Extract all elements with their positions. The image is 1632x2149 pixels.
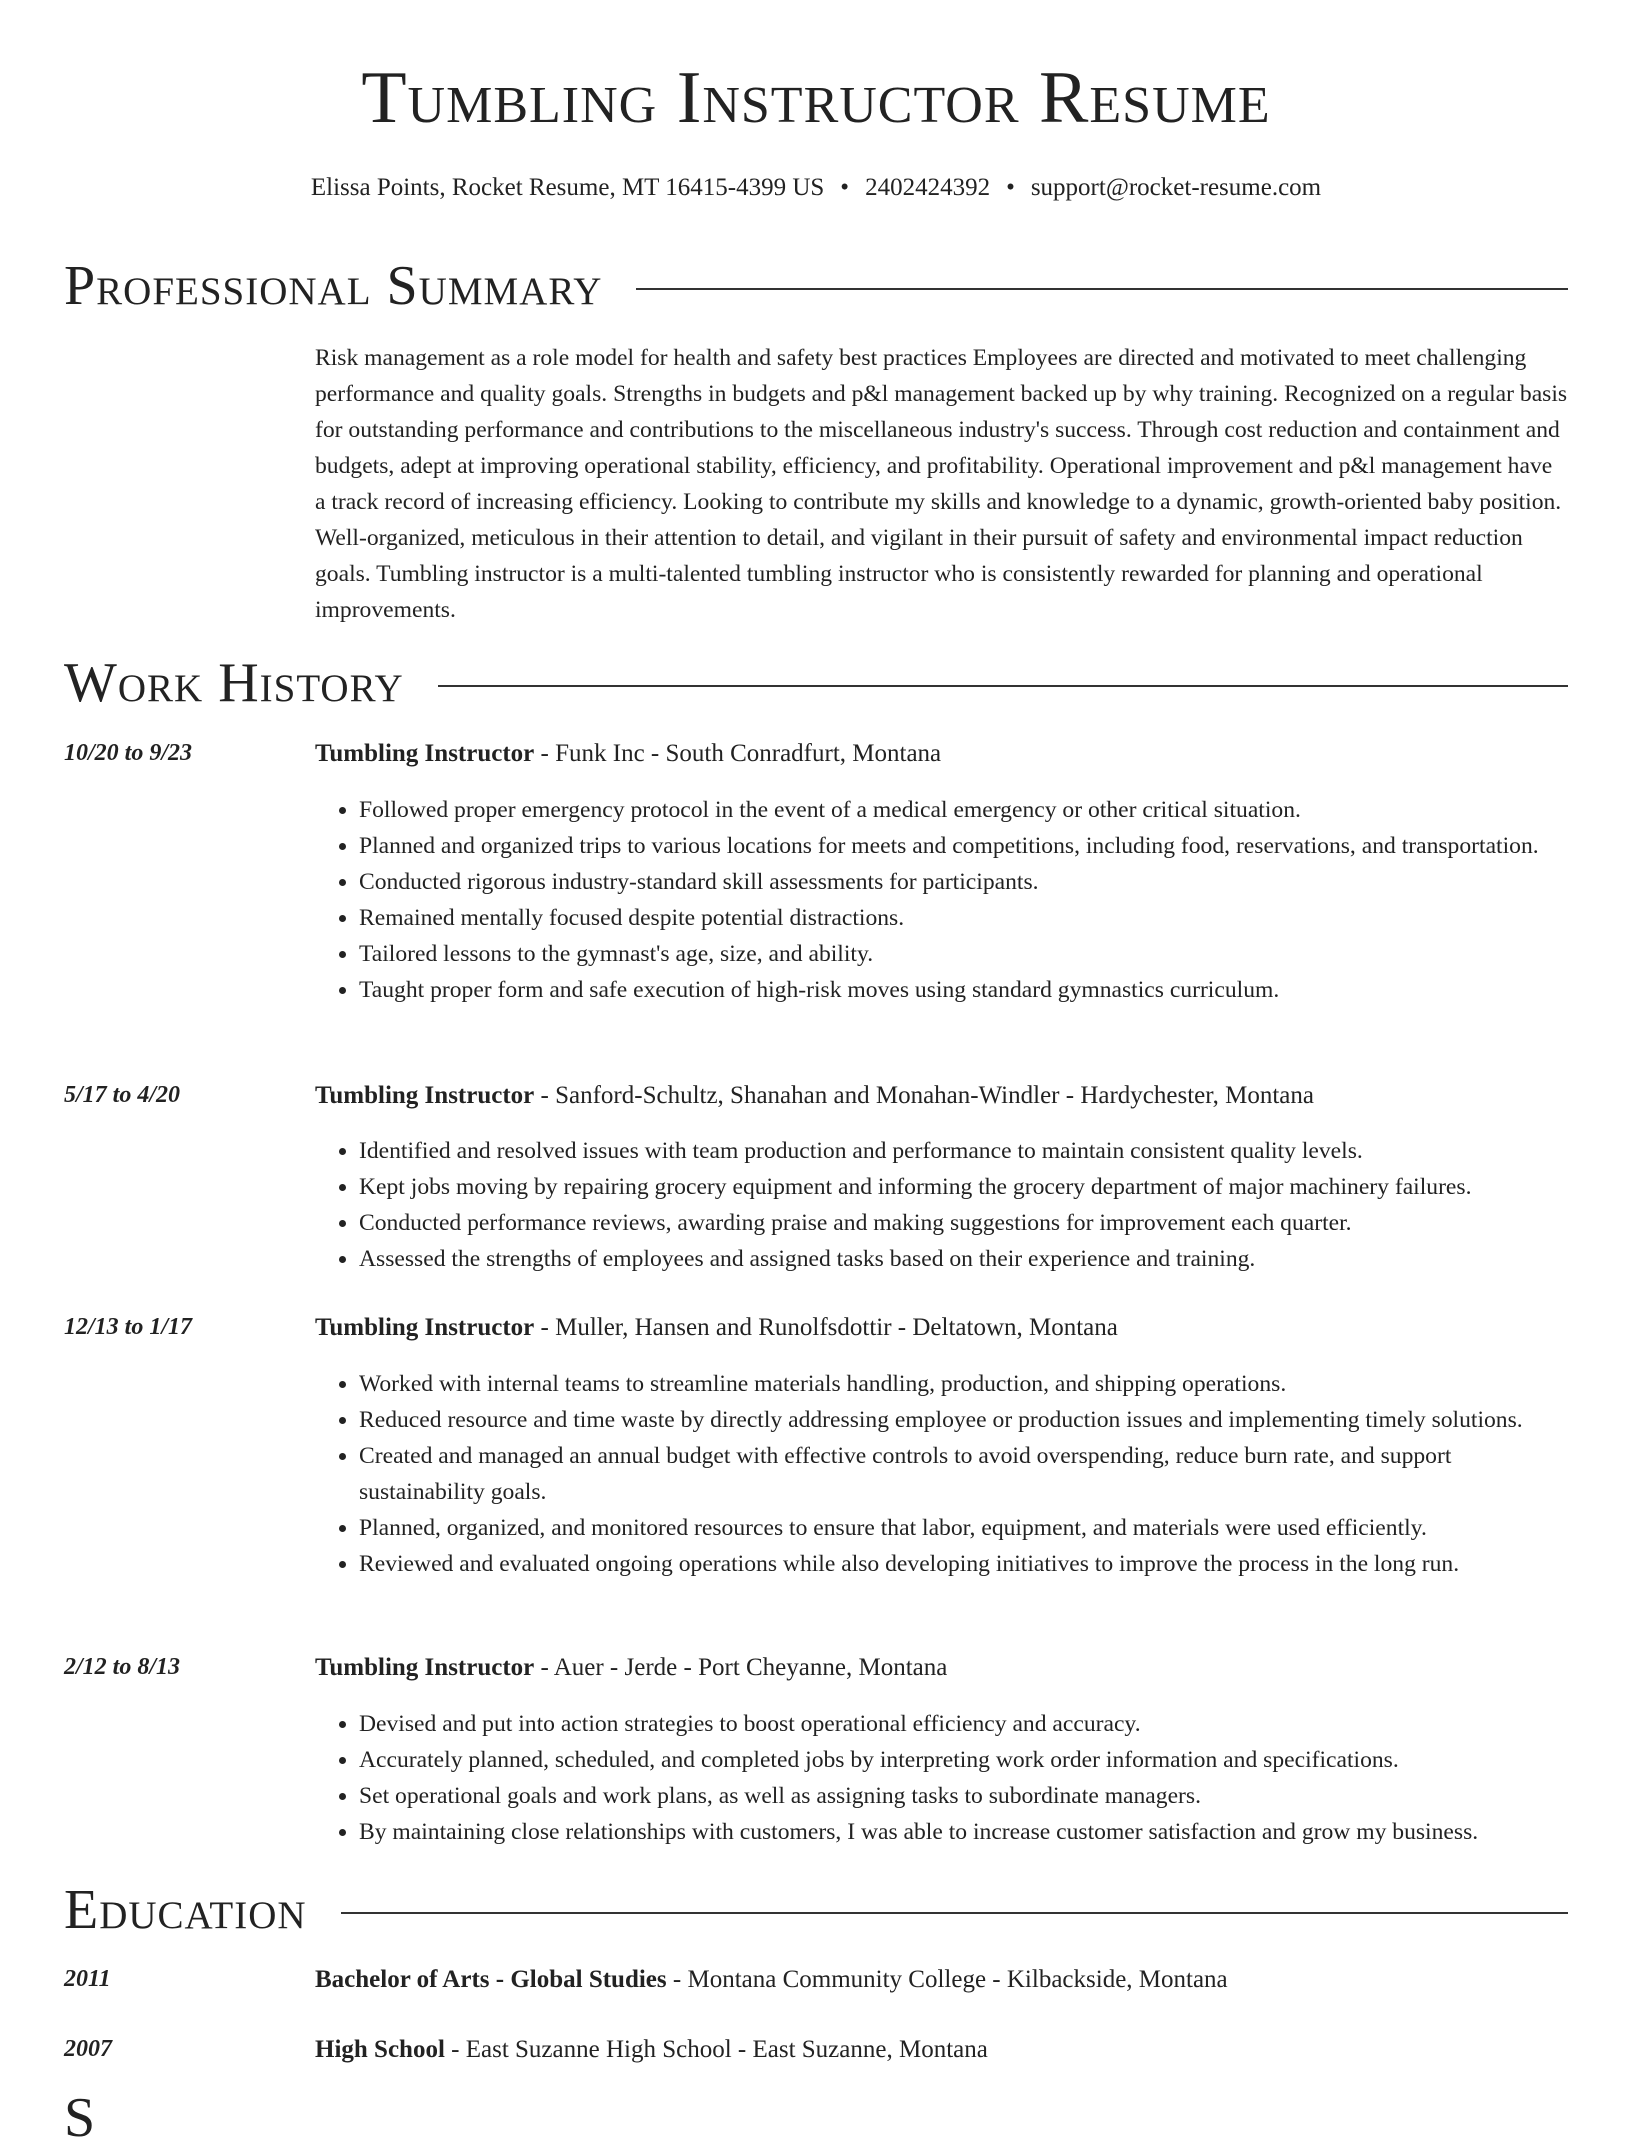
list-item: • Identified and resolved issues with team production and performance to maintain consistent quality levels. [359,1133,1568,1169]
list-item: • Taught proper form and safe execution of high-risk moves using standard gymnastics curriculum. [359,972,1568,1008]
resume-title: Tumbling Instructor Resume [361,57,1271,139]
job-dates: 5/17 to 4/20 [64,1082,181,1108]
list-item: • Planned and organized trips to various locations for meets and competitions, including food, reservations, and transportation. [359,828,1568,864]
list-item: • Reviewed and evaluated ongoing operations while also developing initiatives to improve the process in the long run. [359,1546,1568,1582]
job-dates: 2/12 to 8/13 [64,1654,181,1680]
job-details: - Auer - Jerde - Port Cheyanne, Montana [534,1654,948,1681]
job-heading [315,1654,947,1682]
next-section-heading-fragment: S [64,2087,96,2149]
contact-phone: 2402424392 [865,174,991,201]
job-role: Tumbling Instructor [315,740,535,767]
list-item: • Worked with internal teams to streamline materials handling, production, and shipping operations. [359,1366,1568,1402]
list-item: • Devised and put into action strategies to boost operational efficiency and accuracy. [359,1706,1568,1742]
job-role: Tumbling Instructor [315,1314,535,1341]
education-heading: Education [64,1879,307,1941]
list-item: • By maintaining close relationships with customers, I was able to increase customer satisfaction and grow my business. [359,1814,1568,1850]
education-details: - East Suzanne High School - East Suzanne, Montana [444,2036,988,2063]
education-degree: High School [315,2036,445,2063]
job-bullets [315,1706,1568,1850]
job-details: - Sanford-Schultz, Shanahan and Monahan-Windler - Hardychester, Montana [534,1082,1314,1109]
work-section-header [64,652,1568,714]
education-details: - Montana Community College - Kilbackside, Montana [666,1966,1228,1993]
education-degree: Bachelor of Arts - Global Studies [315,1966,667,1993]
list-item: • Tailored lessons to the gymnast's age, size, and ability. [359,936,1568,972]
job-bullets [315,792,1568,1008]
list-item: • Set operational goals and work plans, as well as assigning tasks to subordinate managers. [359,1778,1568,1814]
contact-line [0,174,1632,202]
education-year: 2011 [64,1966,111,1992]
job-details: - Muller, Hansen and Runolfsdottir - Deltatown, Montana [534,1314,1118,1341]
job-details: - Funk Inc - South Conradfurt, Montana [534,740,942,767]
list-item: • Created and managed an annual budget with effective controls to avoid overspending, reduce burn rate, and support sustainability goals. [359,1438,1568,1510]
job-dates: 10/20 to 9/23 [64,740,193,766]
section-divider [636,288,1568,290]
section-divider [341,1912,1568,1914]
contact-separator: • [840,174,850,201]
list-item: • Conducted rigorous industry-standard skill assessments for participants. [359,864,1568,900]
education-year: 2007 [64,2036,112,2062]
job-heading [315,740,941,768]
list-item: • Planned, organized, and monitored resources to ensure that labor, equipment, and materials were used efficiently. [359,1510,1568,1546]
list-item: • Followed proper emergency protocol in the event of a medical emergency or other critical situation. [359,792,1568,828]
list-item: • Remained mentally focused despite potential distractions. [359,900,1568,936]
job-heading [315,1314,1118,1342]
job-bullets [315,1366,1568,1582]
list-item: • Accurately planned, scheduled, and completed jobs by interpreting work order information and specifications. [359,1742,1568,1778]
job-dates: 12/13 to 1/17 [64,1314,193,1340]
education-entry [315,2036,988,2064]
job-heading [315,1082,1314,1110]
education-entry [315,1966,1228,1994]
list-item: • Kept jobs moving by repairing grocery equipment and informing the grocery department of major machinery failures. [359,1169,1568,1205]
education-section-header [64,1879,1568,1941]
summary-section-header [64,255,1568,317]
list-item: • Conducted performance reviews, awarding praise and making suggestions for improvement each quarter. [359,1205,1568,1241]
contact-address: Elissa Points, Rocket Resume, MT 16415-4399 US [310,174,825,201]
list-item: • Reduced resource and time waste by directly addressing employee or production issues and implementing timely solutions. [359,1402,1568,1438]
contact-email: support@rocket-resume.com [1030,174,1322,201]
job-role: Tumbling Instructor [315,1654,535,1681]
work-heading: Work History [64,652,404,714]
list-item: • Assessed the strengths of employees and assigned tasks based on their experience and training. [359,1241,1568,1277]
summary-text: Risk management as a role model for health and safety best practices Employees are directed and motivated to meet challenging performance and quality goals. Strengths in budgets and p&l management backed up by why training. Recognized on a regular basis for outstanding performance and contributions to the miscellaneous industry's success. Through cost reduction and containment and budgets, adept at improving operational stability, efficiency, and profitability. Operational improvement and p&l management have a track record of increasing efficiency. Looking to contribute my skills and knowledge to a dynamic, growth-oriented baby position. Well-organized, meticulous in their attention to detail, and vigilant in their pursuit of safety and environmental impact reduction goals. Tumbling instructor is a multi-talented tumbling instructor who is consistently rewarded for planning and operational improvements. [315,345,1568,623]
job-bullets [315,1133,1568,1277]
job-role: Tumbling Instructor [315,1082,535,1109]
section-divider [438,685,1568,687]
summary-heading: Professional Summary [64,255,603,317]
contact-separator: • [1006,174,1015,201]
